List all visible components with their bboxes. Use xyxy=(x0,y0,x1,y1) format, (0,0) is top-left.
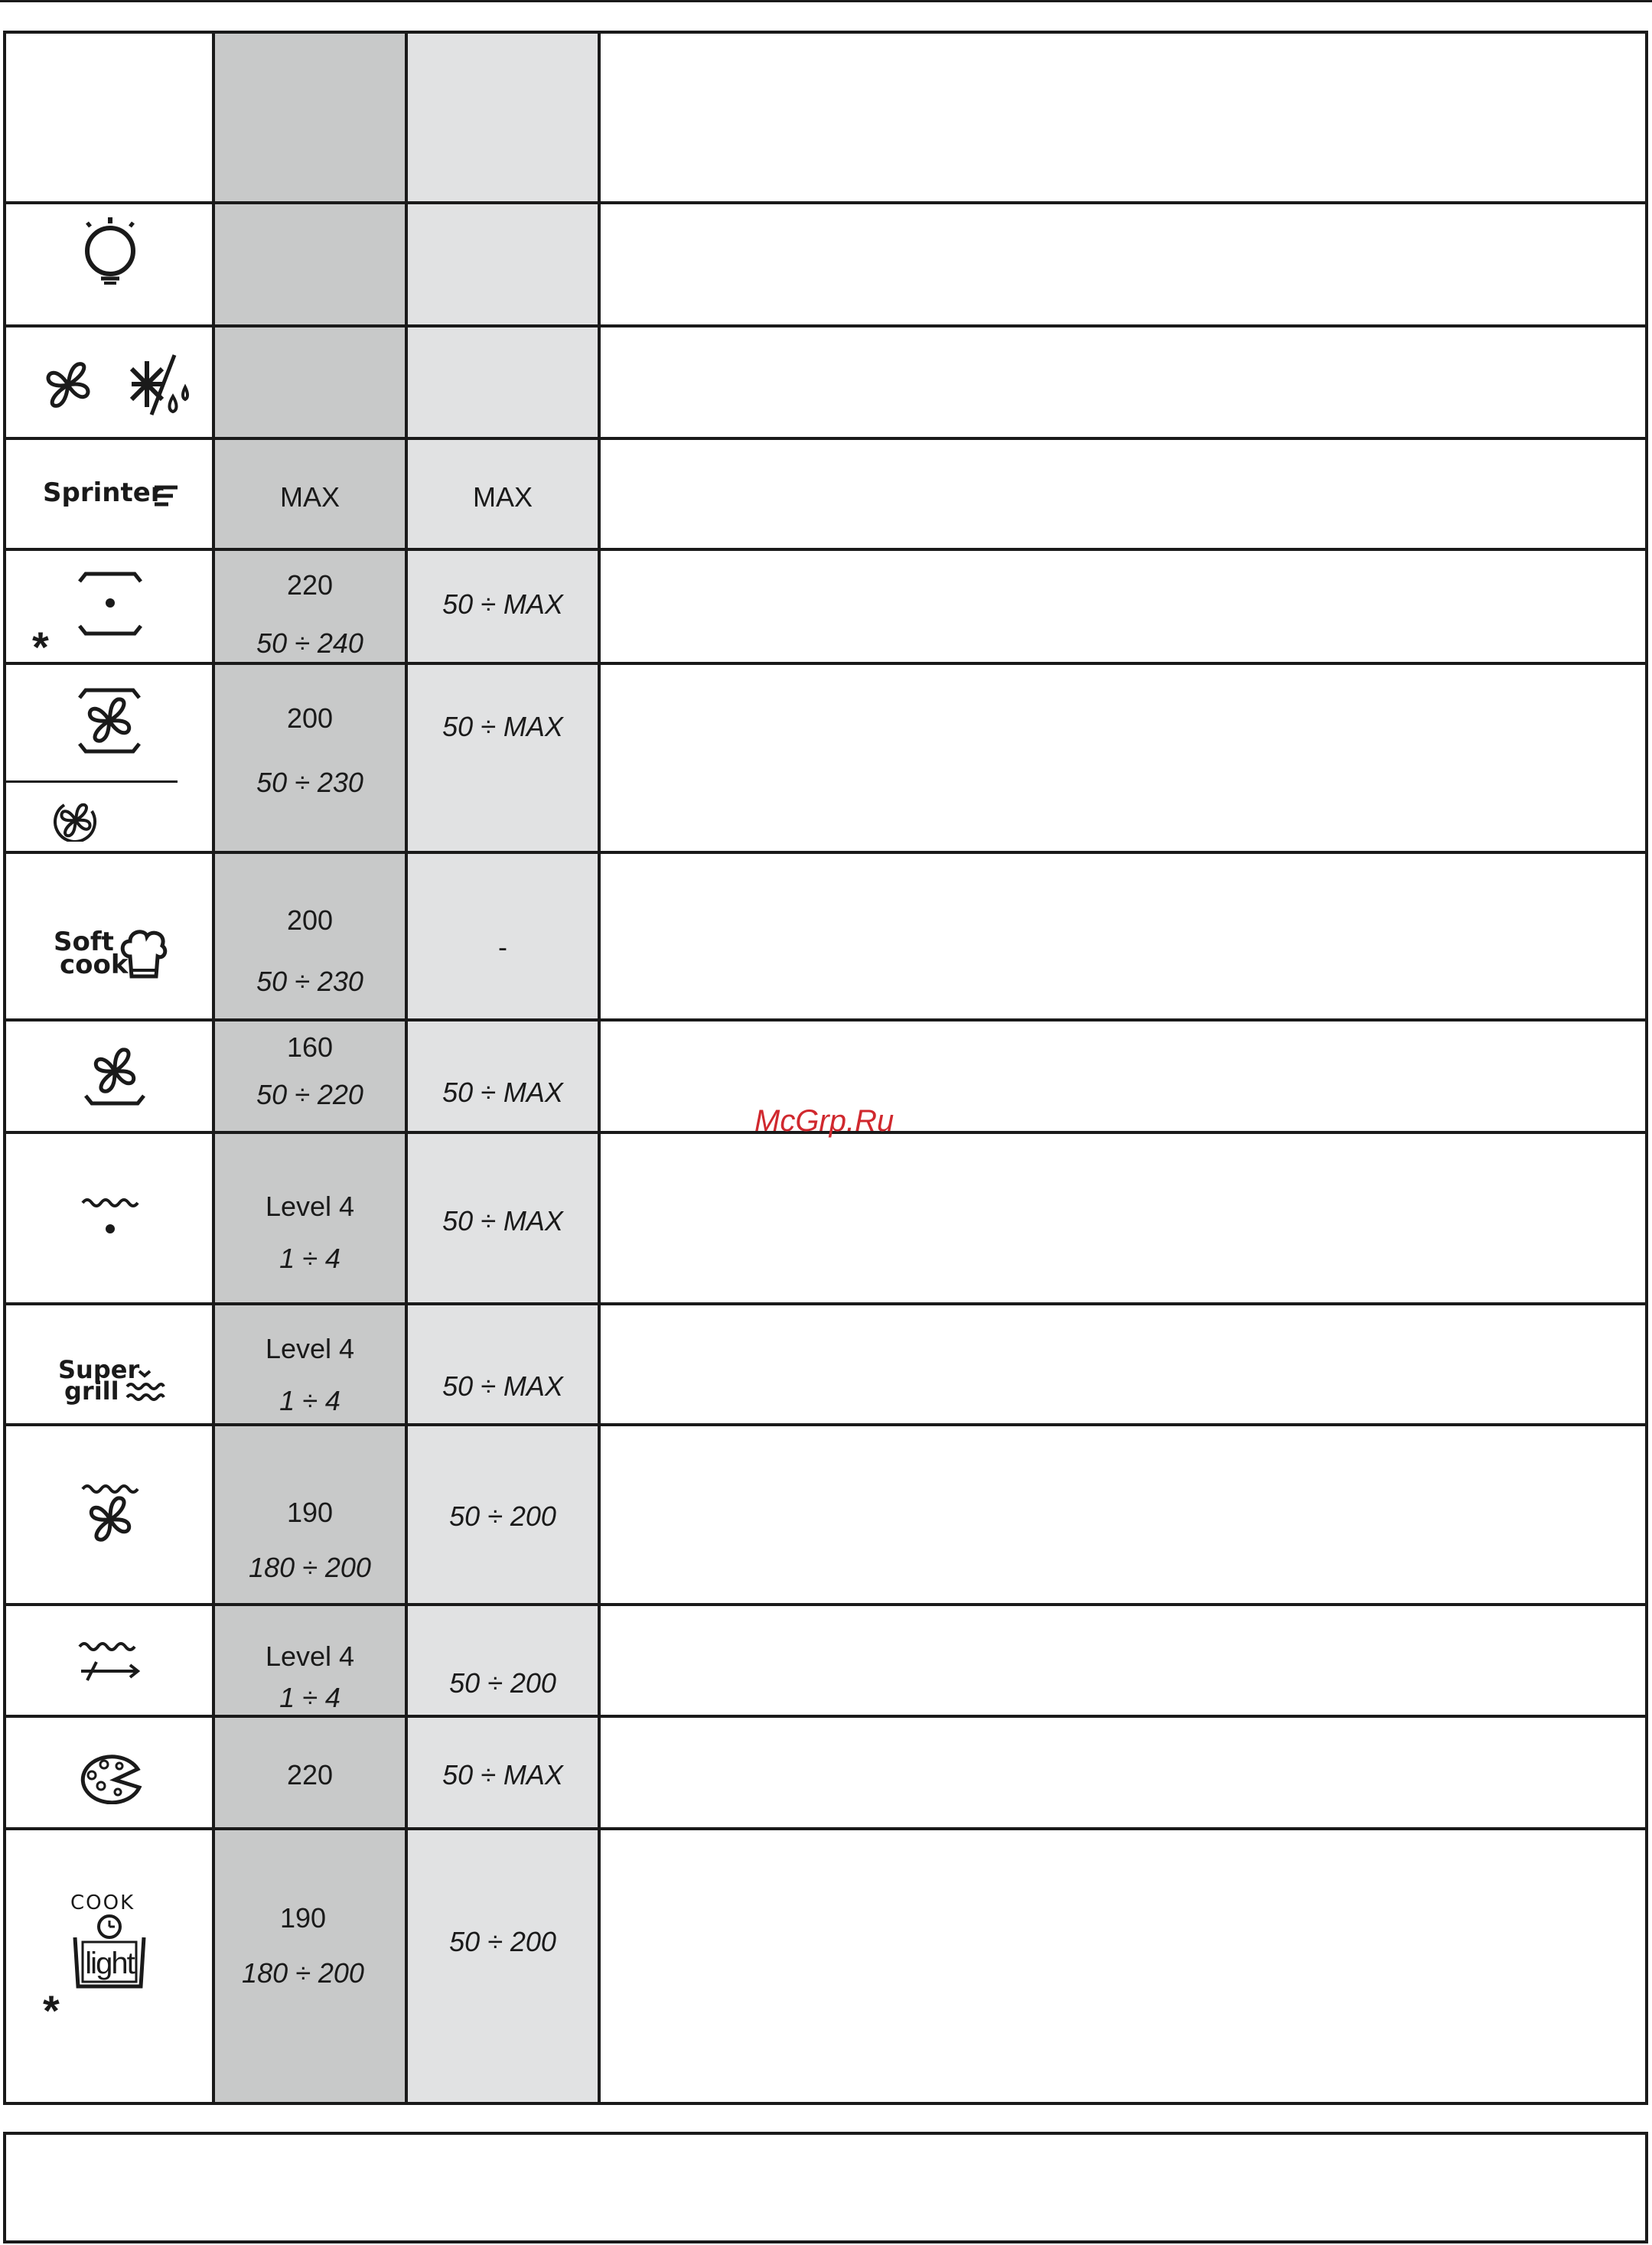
soft-cook-icon xyxy=(54,927,129,980)
grill-icon xyxy=(80,1194,141,1240)
conventional-micro: 50 ÷ MAX xyxy=(442,588,563,620)
soft-cook-temp-range: 50 ÷ 230 xyxy=(256,966,363,997)
forced-air-micro: 50 ÷ MAX xyxy=(442,711,563,742)
row-divider xyxy=(3,548,1648,551)
pizza-temp: 220 xyxy=(286,1759,334,1790)
forced-air-temp xyxy=(215,702,405,799)
top-rule xyxy=(0,0,1652,2)
rotisserie-grill-temp-range: 1 ÷ 4 xyxy=(279,1682,341,1713)
row-divider xyxy=(3,437,1648,440)
fan-grill-temp-default: 190 xyxy=(286,1497,334,1528)
fan-grill-micro: 50 ÷ 200 xyxy=(449,1500,556,1532)
fan-bottom-micro: 50 ÷ MAX xyxy=(442,1077,563,1108)
forced-air-temp-default: 200 xyxy=(286,702,334,734)
row-divider xyxy=(3,1715,1648,1718)
super-grill-line1: Super xyxy=(58,1355,140,1384)
fan-grill-icon xyxy=(80,1481,141,1546)
row-divider xyxy=(3,1302,1648,1305)
chef-hat-icon xyxy=(118,926,168,981)
conventional-oven-icon xyxy=(77,569,144,638)
sprinter-lines-icon xyxy=(152,484,179,510)
note-box xyxy=(3,2132,1648,2243)
grill-temp-range: 1 ÷ 4 xyxy=(279,1243,341,1274)
super-grill-micro: 50 ÷ MAX xyxy=(442,1370,563,1402)
rotisserie-grill-icon xyxy=(77,1637,142,1683)
super-grill-waves-icon xyxy=(124,1367,165,1405)
cook-light-temp-default: 190 xyxy=(279,1902,327,1934)
soft-cook-line1: Soft xyxy=(54,927,114,957)
conventional-temp-range: 50 ÷ 240 xyxy=(256,627,363,659)
soft-cook-micro: - xyxy=(498,931,507,963)
row-divider xyxy=(3,1018,1648,1021)
sprinter-label: Sprinter xyxy=(43,477,164,508)
row-divider xyxy=(3,662,1648,665)
fan-icon xyxy=(41,358,95,412)
defrost-icon xyxy=(129,354,193,419)
cook-light-temp-range: 180 ÷ 200 xyxy=(242,1957,364,1989)
conventional-temp-default: 220 xyxy=(286,569,334,601)
conventional-temp xyxy=(215,569,405,660)
sprinter-micro: MAX xyxy=(472,481,533,513)
super-grill-line2: grill xyxy=(64,1377,119,1406)
grill-temp-default: Level 4 xyxy=(265,1191,355,1222)
cook-light-micro: 50 ÷ 200 xyxy=(449,1926,556,1957)
row-divider xyxy=(3,1827,1648,1830)
fan-grill-temp-range: 180 ÷ 200 xyxy=(249,1552,371,1583)
fan-bottom-temp xyxy=(215,1031,405,1111)
sub-row-divider xyxy=(6,780,178,783)
row-divider xyxy=(3,851,1648,854)
cook-light-bottom-label: light xyxy=(85,1947,134,1980)
asterisk-mark: * xyxy=(32,623,49,671)
soft-cook-line2: cook xyxy=(60,950,129,980)
grill-micro: 50 ÷ MAX xyxy=(442,1205,563,1237)
rotisserie-grill-temp-default: Level 4 xyxy=(265,1641,355,1672)
fan-bottom-heat-icon xyxy=(83,1047,147,1108)
fan-grill-temp xyxy=(215,1497,405,1584)
super-grill-temp xyxy=(215,1333,405,1417)
rotisserie-grill-micro: 50 ÷ 200 xyxy=(449,1667,556,1699)
fan-bottom-temp-default: 160 xyxy=(286,1031,334,1063)
soft-cook-temp xyxy=(215,904,405,998)
bulb-icon xyxy=(77,214,144,285)
asterisk-mark: * xyxy=(43,1986,60,2035)
forced-air-icon xyxy=(77,687,142,754)
row-divider xyxy=(3,1603,1648,1606)
column-divider xyxy=(598,31,601,2105)
super-grill-temp-default: Level 4 xyxy=(265,1333,355,1364)
watermark: McGrp.Ru xyxy=(754,1104,894,1138)
pizza-icon xyxy=(77,1752,144,1804)
cook-light-top-label: COOK xyxy=(70,1891,135,1914)
forced-air-temp-range: 50 ÷ 230 xyxy=(256,767,363,798)
super-grill-temp-range: 1 ÷ 4 xyxy=(279,1385,341,1416)
fan-bottom-temp-range: 50 ÷ 220 xyxy=(256,1079,363,1110)
sprinter-icon xyxy=(43,477,164,508)
soft-cook-temp-default: 200 xyxy=(286,904,334,936)
grill-temp xyxy=(215,1191,405,1275)
rotisserie-grill-temp xyxy=(215,1641,405,1714)
pizza-micro: 50 ÷ MAX xyxy=(442,1759,563,1790)
cook-light-temp xyxy=(208,1902,398,1989)
sprinter-temp: MAX xyxy=(279,481,340,513)
row-divider xyxy=(3,201,1648,204)
row-divider xyxy=(3,324,1648,327)
fan-small-icon xyxy=(54,799,98,842)
row-divider xyxy=(3,1423,1648,1426)
